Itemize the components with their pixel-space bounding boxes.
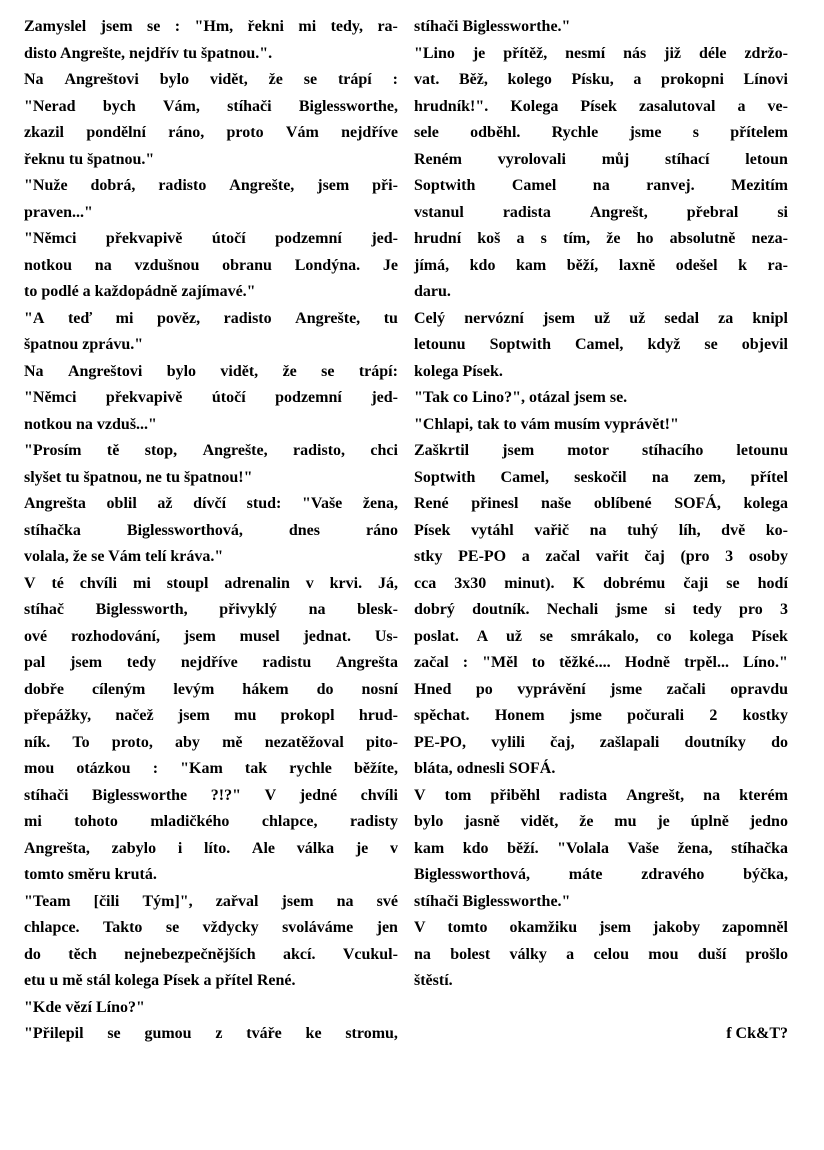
text-line: spěchat. Honem jsme počurali 2 kostky bbox=[414, 707, 788, 724]
text-line: kam kdo běží. "Volala Vaše žena, stíhačka bbox=[414, 839, 788, 857]
text-line: mou otázkou : "Kam tak rychle běžíte, bbox=[24, 760, 398, 777]
text-line: volala, že se Vám telí kráva." bbox=[24, 548, 224, 565]
text-line: daru. bbox=[414, 283, 451, 300]
text-line: Zamyslel jsem se : "Hm, řekni mi tedy, ra- bbox=[24, 18, 398, 35]
text-line: poslat. A už se smrákalo, co kolega Písek bbox=[414, 627, 788, 645]
text-line: dobrý doutník. Nechali jsme si tedy pro 3 bbox=[414, 601, 788, 618]
text-line: Písek vytáhl vařič na tuhý líh, dvě ko- bbox=[414, 521, 788, 539]
text-line: Soptwith Camel, seskočil na zem, přítel bbox=[414, 468, 788, 486]
text-line: disto Angrešte, nejdřív tu špatnou.". bbox=[24, 44, 273, 62]
text-line: chlapce. Takto se vždycky svoláváme jen bbox=[24, 919, 398, 936]
text-line: notkou na vzdušnou obranu Londýna. Je bbox=[24, 256, 398, 274]
text-line: Celý nervózní jsem už už sedal za knipl bbox=[414, 309, 788, 327]
author-signature: f Ck&T? bbox=[726, 1024, 788, 1042]
text-line: špatnou zprávu." bbox=[24, 336, 144, 353]
text-line: to podlé a každopádně zajímavé." bbox=[24, 283, 256, 300]
text-line: "Němci překvapivě útočí podzemní jed- bbox=[24, 230, 398, 247]
text-line: jímá, kdo kam běží, laxně odešel k ra- bbox=[414, 256, 788, 274]
text-line: "Lino je přítěž, nesmí nás již déle zdržo- bbox=[414, 44, 788, 62]
right-column bbox=[414, 14, 788, 1048]
text-line: řeknu tu špatnou." bbox=[24, 150, 155, 168]
text-line: Angrešta, zabylo i líto. Ale válka je v bbox=[24, 839, 398, 857]
text-line: etu u mě stál kolega Písek a přítel René. bbox=[24, 972, 296, 989]
text-line: stíhači Biglessworthe ?!?" V jedné chvíli bbox=[24, 786, 398, 804]
text-line: "Prosím tě stop, Angrešte, radisto, chci bbox=[24, 442, 398, 459]
text-line: "A teď mi pověz, radisto Angrešte, tu bbox=[24, 309, 398, 327]
text-line: "Kde vězí Líno?" bbox=[24, 998, 145, 1016]
text-line: Reném vyrolovali můj stíhací letoun bbox=[414, 150, 788, 168]
text-line: notkou na vzduš..." bbox=[24, 415, 157, 433]
text-line: slyšet tu špatnou, ne tu špatnou!" bbox=[24, 468, 253, 486]
text-line: vat. Běž, kolego Písku, a prokopni Línovi bbox=[414, 71, 788, 88]
text-line: V tomto okamžiku jsem jakoby zapomněl bbox=[414, 919, 788, 936]
text-line: sele odběhl. Rychle jsme s přítelem bbox=[414, 124, 788, 141]
text-line: na bolest války a celou mou duší prošlo bbox=[414, 945, 788, 963]
text-line: "Chlapi, tak to vám musím vyprávět!" bbox=[414, 415, 679, 433]
text-line: V té chvíli mi stoupl adrenalin v krvi. Já, bbox=[24, 574, 398, 592]
text-line: ník. To proto, aby mě nezatěžoval pito- bbox=[24, 733, 398, 751]
text-line: Angrešta oblil až dívčí stud: "Vaše žena, bbox=[24, 495, 398, 512]
text-line: "Tak co Lino?", otázal jsem se. bbox=[414, 389, 628, 406]
text-line: stíhač Biglessworth, přivyklý na blesk- bbox=[24, 601, 398, 618]
text-line: štěstí. bbox=[414, 972, 453, 989]
text-line: "Přilepil se gumou z tváře ke stromu, bbox=[24, 1025, 398, 1042]
text-line: Biglessworthová, máte zdravého býčka, bbox=[414, 866, 788, 883]
text-line: cca 3x30 minut). K dobrému čaji se hodí bbox=[414, 574, 788, 592]
text-line: "Nuže dobrá, radisto Angrešte, jsem při- bbox=[24, 177, 398, 194]
text-line: přepážky, načež jsem mu prokopl hrud- bbox=[24, 707, 398, 724]
text-line: pal jsem tedy nejdříve radistu Angrešta bbox=[24, 654, 398, 671]
text-line: "Němci překvapivě útočí podzemní jed- bbox=[24, 389, 398, 406]
text-line: ové rozhodování, jsem musel jednat. Us- bbox=[24, 627, 398, 645]
text-line: kolega Písek. bbox=[414, 362, 503, 380]
text-line: Zaškrtil jsem motor stíhacího letounu bbox=[414, 442, 788, 459]
text-line: zkazil pondělní ráno, proto Vám nejdříve bbox=[24, 124, 398, 141]
text-line: stíhači Biglessworthe." bbox=[414, 892, 571, 910]
text-line: letounu Soptwith Camel, když se objevil bbox=[414, 336, 788, 353]
text-line: stíhači Biglessworthe." bbox=[414, 18, 571, 35]
text-line: "Nerad bych Vám, stíhači Biglessworthe, bbox=[24, 97, 398, 115]
text-line: začal : "Měl to těžké.... Hodně trpěl... Líno." bbox=[414, 654, 788, 671]
text-line: tomto směru krutá. bbox=[24, 866, 157, 883]
text-line: stky PE-PO a začal vařit čaj (pro 3 osoby bbox=[414, 548, 788, 565]
text-columns bbox=[24, 14, 824, 1048]
text-line: vstanul radista Angrešt, přebral si bbox=[414, 203, 788, 221]
left-column bbox=[24, 14, 398, 1048]
text-line: bláta, odnesli SOFÁ. bbox=[414, 760, 556, 777]
text-line: stíhačka Biglessworthová, dnes ráno bbox=[24, 521, 398, 539]
text-line: hrudník!". Kolega Písek zasalutoval a ve- bbox=[414, 97, 788, 115]
text-line: mi tohoto mladičkého chlapce, radisty bbox=[24, 813, 398, 830]
text-line: René přinesl naše oblíbené SOFÁ, kolega bbox=[414, 495, 788, 512]
text-line: "Team [čili Tým]", zařval jsem na své bbox=[24, 892, 398, 910]
text-line: bylo jasně vidět, že mu je úplně jedno bbox=[414, 813, 788, 830]
text-line: Na Angreštovi bylo vidět, že se trápí: bbox=[24, 362, 398, 380]
text-line: dobře cíleným levým hákem do nosní bbox=[24, 680, 398, 698]
text-line: do těch nejnebezpečnějších akcí. Vcukul- bbox=[24, 945, 398, 963]
text-line: Hned po vyprávění jsme začali opravdu bbox=[414, 680, 788, 698]
text-line: PE-PO, vylili čaj, zašlapali doutníky do bbox=[414, 733, 788, 751]
text-line: V tom přiběhl radista Angrešt, na kterém bbox=[414, 786, 788, 804]
text-line: praven..." bbox=[24, 203, 93, 221]
text-line: hrudní koš a s tím, že ho absolutně neza- bbox=[414, 230, 788, 247]
text-line: Na Angreštovi bylo vidět, že se trápí : bbox=[24, 71, 398, 88]
text-line: Soptwith Camel na ranvej. Mezitím bbox=[414, 177, 788, 194]
